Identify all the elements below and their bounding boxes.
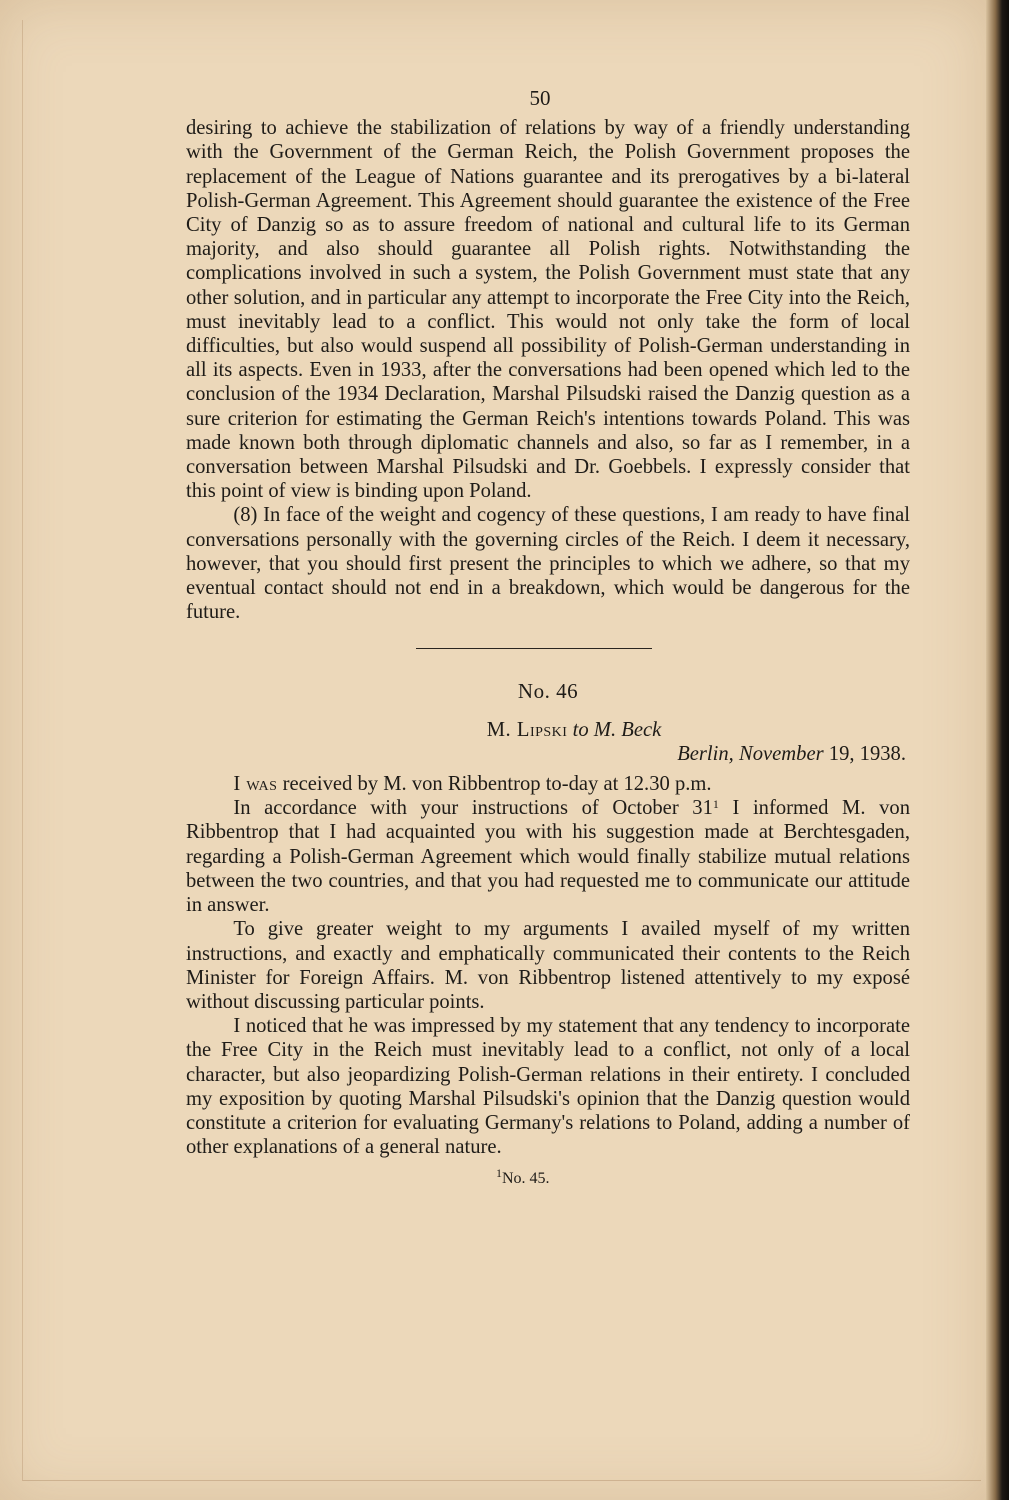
opening-words: I was: [233, 773, 278, 796]
footnote: [496, 1167, 910, 1191]
para2-before-note: In accordance with your instructions of October 31: [233, 797, 713, 820]
page-text-block: [186, 86, 910, 1192]
document-paragraph-1: [186, 772, 910, 796]
paragraph-8: (8) In face of the weight and cogency of these questions, I am ready to have final conversations personally with the governing circles of the Reich. I deem it necessary, however, that you should first present the principles to which we adhere, so that my eventual contact should not end in a breakdown, which would be dangerous for the future.: [186, 504, 910, 624]
document-dateline: [186, 742, 906, 766]
document-paragraph-2: [186, 796, 910, 917]
header-recipient: M. Beck: [593, 718, 662, 741]
page-number: 50: [529, 86, 551, 110]
document-paragraph-4: I noticed that he was impressed by my statement that any tendency to incorporate the Free City in the Reich must inevitably lead to a conflict, not only of a local character, but also jeopardizing Polish-German relations in their entirety. I concluded my exposition by quoting Marshal Pilsudski's opinion that the Danzig question would constitute a criterion for evaluating Germany's relations to Poland, adding a number of other explanations of a general nature.: [186, 1015, 910, 1159]
document-paragraph-3: To give greater weight to my arguments I availed myself of my written instructions, and exactly and emphatically communicated their contents to the Reich Minister for Foreign Affairs. M. von Ribbentrop listened attentively to my exposé without discussing particular points.: [186, 918, 910, 1013]
footnote-mark: 1: [496, 1166, 502, 1181]
dateline-place-date: Berlin, November: [677, 742, 824, 765]
header-to: to: [572, 718, 589, 741]
document-header: [186, 718, 910, 742]
dateline-day-year: 19, 1938.: [828, 742, 906, 765]
document-number: No. 46: [517, 679, 579, 704]
footnote-reference: 1: [712, 797, 719, 812]
header-sender: M. Lipski: [486, 718, 568, 741]
continuation-paragraph: desiring to achieve the stabilization of relations by way of a friendly understanding with the Government of the German Reich, the Polish Government proposes the replacement of the League of Nations guarantee and its prerogatives by a bi-lateral Polish-German Agreement. This Agreement should guarantee the existence of the Free City of Danzig so as to assure freedom of national and cultural life to its German majority, and also should guarantee all Polish rights. Notwithstanding the complications involved in such a system, the Polish Government must state that any other solution, and in particular any attempt to incorporate the Free City into the Reich, must inevitably lead to a conflict. This would not only take the form of local difficulties, but also would suspend all possibility of Polish-German understanding in all its aspects. Even in 1933, after the conversations had been opened which led to the conclusion of the 1934 Declaration, Marshal Pilsudski raised the Danzig question as a sure criterion for estimating the German Reich's intentions towards Poland. This was made known both through diplomatic channels and also, so far as I remember, in a conversation between Marshal Pilsudski and Dr. Goebbels. I expressly consider that this point of view is binding upon Poland.: [186, 117, 910, 503]
para2-after-note: I informed M. von Ribbentrop that I had acquainted you with his suggestion made at Berchtesgaden, regarding a Polish-German Agreement which would finally stabilize mutual relations between the two countries, and that you had requested me to communicate our attitude in answer.: [186, 797, 911, 917]
footnote-text: No. 45.: [502, 1170, 550, 1188]
section-divider: [416, 648, 652, 649]
book-spine-shadow: [986, 0, 1009, 1500]
opening-rest: received by M. von Ribbentrop to-day at 12.30 p.m.: [282, 773, 712, 796]
